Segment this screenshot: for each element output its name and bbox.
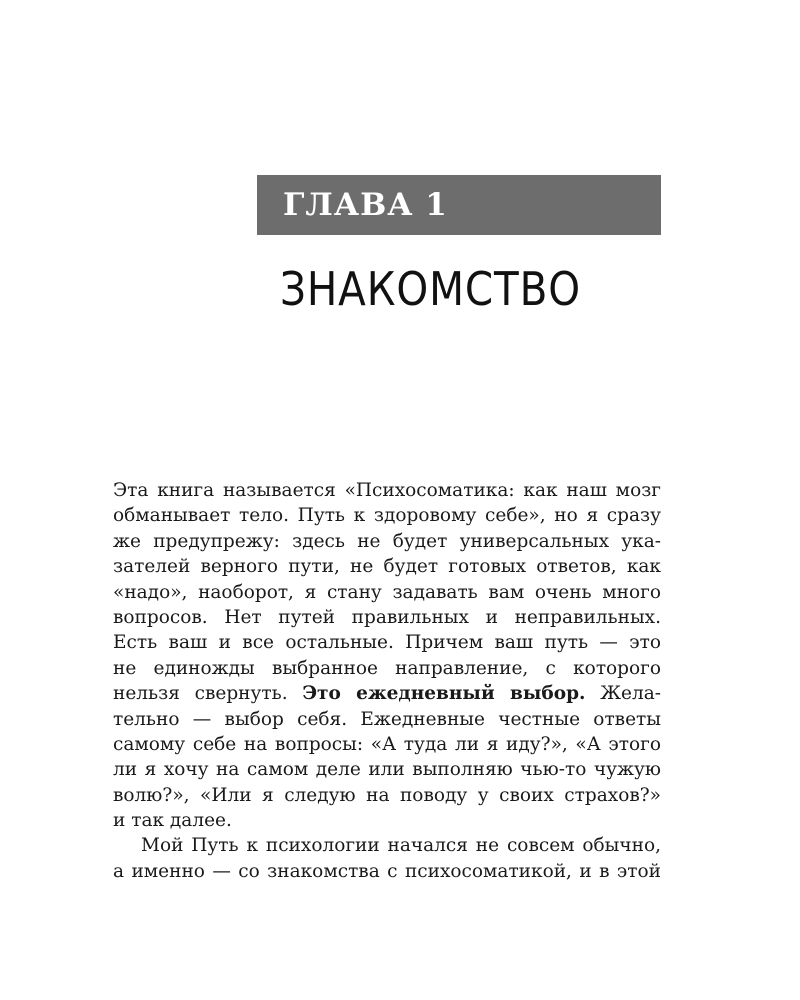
text-line: не единожды выбранное направление, с которого (113, 657, 661, 679)
chapter-header-band (257, 175, 661, 235)
text-line: Есть ваш и все остальные. Причем ваш путь — это (113, 632, 661, 654)
text-segment: нельзя свернуть. (113, 683, 303, 705)
text-line: ли я хочу на самом деле или выполняю чью-то чужую (113, 759, 661, 781)
body-text (113, 478, 661, 884)
chapter-title: ЗНАКОМСТВО (280, 262, 582, 316)
text-line-with-emphasis (113, 681, 661, 706)
text-segment: Жела- (585, 683, 661, 705)
text-line: же предупрежу: здесь не будет универсальных ука- (113, 530, 661, 552)
text-line-paragraph-start: Мой Путь к психологии начался не совсем обычно, (141, 835, 661, 857)
text-line: а именно — со знакомства с психосоматикой, и в этой (113, 860, 661, 882)
chapter-label: ГЛАВА 1 (283, 187, 448, 223)
text-line: обманывает тело. Путь к здоровому себе», но я сразу (113, 505, 661, 527)
text-line: «надо», наоборот, я стану задавать вам очень много (113, 581, 661, 603)
text-line: волю?», «Или я следую на поводу у своих страхов?» (113, 784, 661, 806)
text-line-paragraph-end: и так далее. (113, 810, 232, 832)
text-line: зателей верного пути, не будет готовых ответов, как (113, 556, 661, 578)
text-line: вопросов. Нет путей правильных и неправильных. (113, 606, 661, 628)
text-line: тельно — выбор себя. Ежедневные честные ответы (113, 708, 661, 730)
emphasis-text: Это ежедневный выбор. (302, 683, 586, 705)
text-line: самому себе на вопросы: «А туда ли я иду?», «А этого (113, 733, 661, 755)
text-line: Эта книга называется «Психосоматика: как наш мозг (113, 480, 661, 501)
